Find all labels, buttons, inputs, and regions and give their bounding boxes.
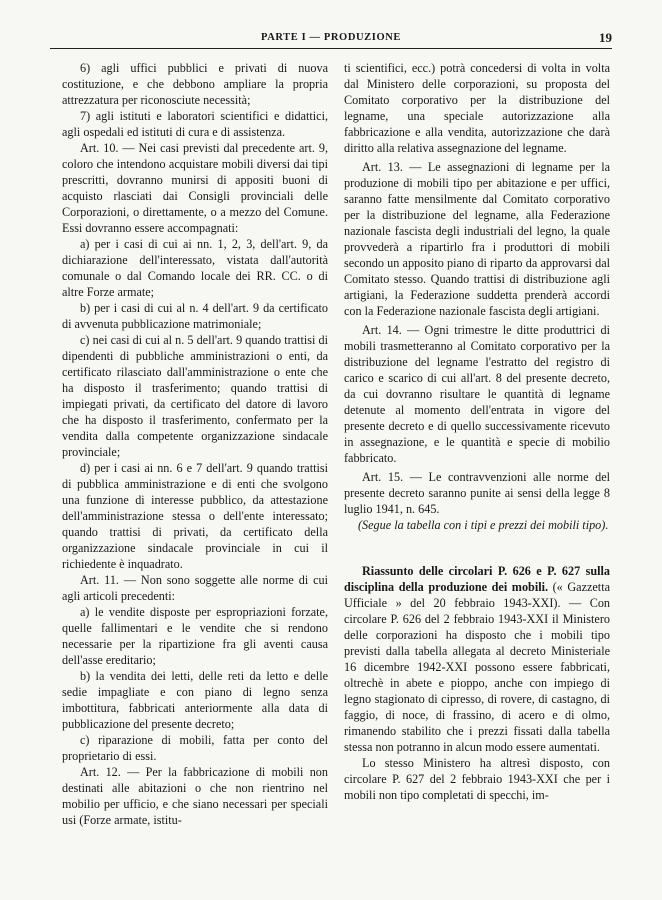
left-column — [62, 60, 328, 828]
summary-heading — [344, 563, 610, 755]
paragraph: c) nei casi di cui al n. 5 dell'art. 9 quando trattisi di dipendenti di pubbliche amministrazioni o enti, da certificato rilasciato dall'amministrazione o ente che ha disposto il trasferimento; quando trattisi di impiegati privati, da certificato del datore di lavoro che ha disposto il trasferimento, confermato per la vendita dalla competente organizzazione sindacale provinciale; — [62, 333, 328, 459]
article-10: Art. 10. — Nei casi previsti dal precedente art. 9, coloro che intendono acquistare mobili diversi dai tipi prescritti, dovranno munirsi di appositi buoni di acquisto rlasciati dai Consigli provinciali delle Corporazioni, o direttamente, o a mezzo del Comune. Essi dovranno essere accompagnati: — [62, 141, 328, 235]
paragraph: b) per i casi di cui al n. 4 dell'art. 9 da certificato di avvenuta pubblicazione matrimoniale; — [62, 301, 328, 331]
article-12-continuation: ti scientifici, ecc.) potrà concedersi di volta in volta dal Ministero delle corporazioni, su proposta del Comitato corporativo per la distribuzione del legname, una speciale autorizzazione alla fabbricazione e alla vendita, autorizzazione che darà diritto alla relativa assegnazione del legname. — [344, 61, 610, 155]
article-12: Art. 12. — Per la fabbricazione di mobili non destinati alle abitazioni o che non rientrino nel mobilio per ufficio, e che siano necessari per speciali usi (Forze armate, istitu- — [62, 765, 328, 827]
summary-closing: Lo stesso Ministero ha altresì disposto, con circolare P. 627 del 2 febbraio 1943-XXI che per i mobili non tipo completati di specchi, im- — [344, 756, 610, 802]
paragraph: b) la vendita dei letti, delle reti da letto e delle sedie impagliate e con piano di legno senza imbottitura, fabbricati anteriormente alla data di pubblicazione del presente decreto; — [62, 669, 328, 731]
article-14: Art. 14. — Ogni trimestre le ditte produttrici di mobili trasmetteranno al Comitato corporativo per la distribuzione del legname l'estratto del registro di carico e scarico di cui all'art. 8 del presente decreto, da cui dovranno risultare le quantità di legname detenute al momento dell'entrata in vigore del presente decreto e di quello successivamente ricevuto in assegnazione, e le quantità e specie di mobilio fabbricato. — [344, 323, 610, 465]
table-note: (Segue la tabella con i tipi e prezzi dei mobili tipo). — [358, 518, 609, 532]
article-11: Art. 11. — Non sono soggette alle norme di cui agli articoli precedenti: — [62, 573, 328, 603]
paragraph: d) per i casi ai nn. 6 e 7 dell'art. 9 quando trattisi di pubblica amministrazione e di enti che svolgono una funzione di interesse pubblico, da attestazione dell'amministrazione stessa o dell'ente interessato; quando trattisi di privati, da certificato della organizzazione sindacale provinciale in cui il richiedente è inquadrato. — [62, 461, 328, 571]
summary-source: (« Gazzetta Ufficiale » del 20 febbraio 1943-XXI). — [344, 580, 610, 610]
summary-title: Riassunto delle circolari P. 626 e P. 627 sulla disciplina della produzione dei mobili. — [344, 564, 610, 594]
paragraph: c) riparazione di mobili, fatta per conto del proprietario di essi. — [62, 733, 328, 763]
paragraph: 7) agli istituti e laboratori scientifici e didattici, agli ospedali ed istituti di cura e di assistenza. — [62, 109, 328, 139]
running-header — [50, 30, 612, 49]
paragraph: 6) agli uffici pubblici e privati di nuova costituzione, e che debbono ampliare la propria attrezzatura per riconosciute necessità; — [62, 61, 328, 107]
article-13: Art. 13. — Le assegnazioni di legname per la produzione di mobili tipo per abitazione e per uffici, saranno fatte mensilmente dal Comitato corporativo per la distribuzione del legname, alla Federazione nazionale fascista degli industriali del legno, la quale provvederà a ripartirlo fra i produttori di mobili secondo un apposito piano di riparto da approvarsi dal Comitato stesso. Quando trattisi di distribuzione agli artigiani, la Federazione suddetta prenderà accordi con la Federazione nazionale fascista degli artigiani. — [344, 160, 610, 318]
right-column — [344, 60, 610, 803]
paragraph: a) le vendite disposte per espropriazioni forzate, quelle fallimentari e le vendite che si rendono necessarie per la ripartizione fra gli aventi causa dell'asse ereditario; — [62, 605, 328, 667]
paragraph: a) per i casi di cui ai nn. 1, 2, 3, dell'art. 9, da dichiarazione dell'interessato, vistata dall'autorità comunale o dal Comando locale dei RR. CC. o di altre Forze armate; — [62, 237, 328, 299]
summary-lead: — Con circolare P. 626 del 2 febbraio 1943-XXI il Ministero delle corporazioni ha disposto che i mobili tipo previsti dalla tabella allegata al decreto Ministeriale 16 dicembre 1942-XXI possono essere fabbricati, oltrechè in abete e pioppo, anche con impiego di legno stagionato di cipresso, di rovere, di castagno, di faggio, di noce, di frassino, di acero e di olmo, rimanendo stabilito che i prezzi fissati dalla tabella stessa non potranno in alcun modo essere aumentati. — [344, 596, 611, 754]
header-title: PARTE I — PRODUZIONE — [260, 32, 402, 43]
page-number: 19 — [599, 30, 612, 45]
article-15: Art. 15. — Le contravvenzioni alle norme del presente decreto saranno punite ai sensi della legge 8 luglio 1941, n. 645. — [344, 470, 610, 516]
